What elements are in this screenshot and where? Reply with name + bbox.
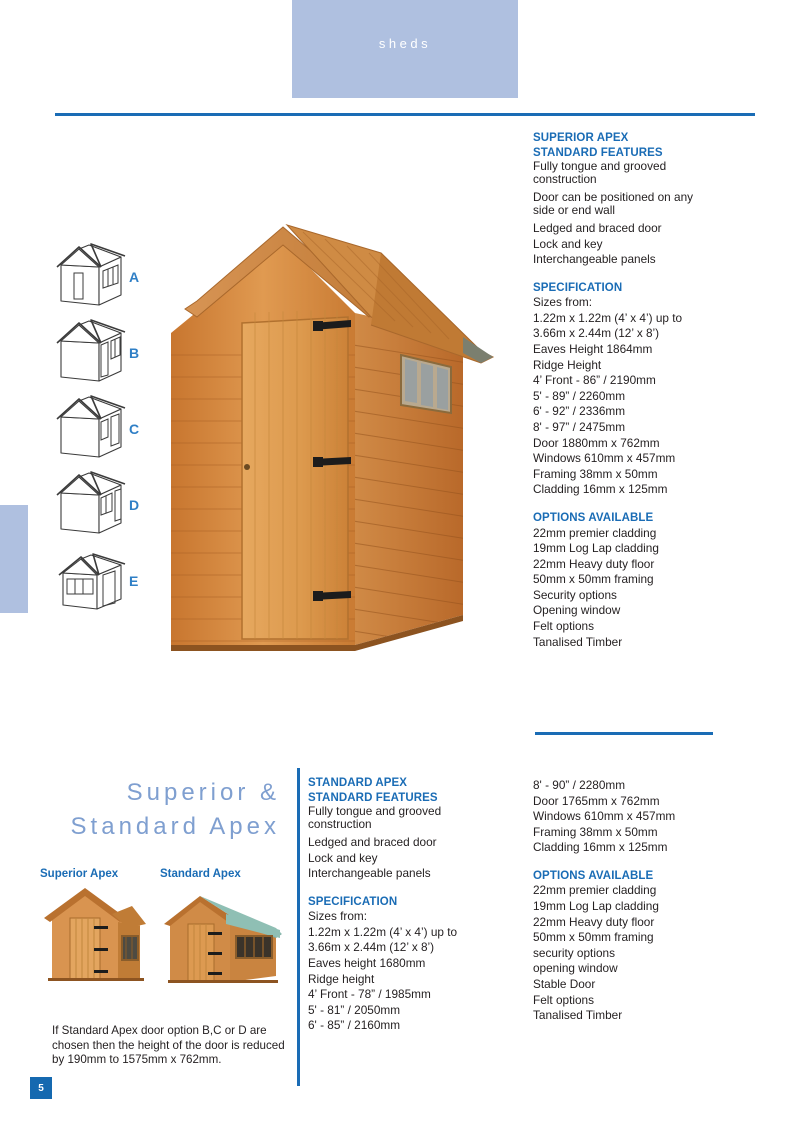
door-option-letter: D [129,497,140,513]
superior-spec-line: 8' - 97” / 2475mm [533,420,626,435]
door-option-a[interactable] [55,243,155,315]
standard-apex-thumb-photo [160,884,284,992]
column-divider [297,768,300,1086]
door-option-note: If Standard Apex door option B,C or D are chosen then the height of the door is reduced by 190mm to 1575mm x 762mm. [52,1024,285,1067]
section-title-line-1: Superior & [126,779,280,806]
standard-spec-line: Cladding 16mm x 125mm [533,840,668,855]
standard-spec-line: Windows 610mm x 457mm [533,809,676,824]
standard-feature: Ledged and braced door [308,835,437,849]
superior-feature: Lock and key [533,236,603,251]
superior-features-heading-1: SUPERIOR APEX [533,132,629,144]
standard-option: Stable Door [533,977,596,992]
shed-outline-icon [55,243,127,309]
shed-outline-icon [55,547,127,613]
superior-spec-line: Ridge Height [533,357,602,372]
superior-option: Tanalised Timber [533,634,623,649]
superior-features-heading-2: STANDARD FEATURES [533,146,663,159]
superior-apex-thumb-photo [40,884,150,992]
shed-outline-icon [55,319,127,385]
superior-feature: Door can be positioned on any [533,190,694,204]
door-option-b[interactable] [55,319,155,391]
standard-option: opening window [533,961,618,976]
standard-apex-column [308,776,498,1034]
door-option-list [55,243,155,623]
standard-spec-heading: SPECIFICATION [308,895,398,908]
superior-spec-line: Eaves Height 1864mm [533,342,653,357]
superior-option: 50mm x 50mm framing [533,572,654,587]
standard-spec-line: 6' - 85” / 2160mm [308,1018,401,1033]
comparison-standard [160,868,284,997]
standard-feature: Lock and key [308,850,378,865]
superior-option: 22mm premier cladding [533,525,657,540]
standard-option: 22mm premier cladding [533,883,657,898]
page-number: 5 [30,1077,52,1099]
standard-features-heading-1: STANDARD APEX [308,777,408,789]
section-title-line-2: Standard Apex [70,813,280,840]
superior-feature: Fully tongue and grooved [533,159,667,173]
door-option-d[interactable] [55,471,155,543]
standard-option: 50mm x 50mm framing [533,930,654,945]
superior-spec-line: 1.22m x 1.22m (4’ x 4’) up to [533,310,683,325]
shed-outline-icon [55,395,127,461]
standard-option: Tanalised Timber [533,1008,623,1023]
superior-feature: construction [533,172,597,186]
top-banner [292,0,518,98]
section-title [30,776,280,844]
superior-feature: Interchangeable panels [533,252,656,267]
shed-outline-icon [55,471,127,537]
standard-feature: Interchangeable panels [308,866,431,881]
standard-spec-line: 1.22m x 1.22m (4’ x 4’) up to [308,924,458,939]
superior-options-heading: OPTIONS AVAILABLE [533,512,654,524]
standard-spec-line: Ridge height [308,971,375,986]
standard-spec-line: Framing 38mm x 50mm [533,824,658,839]
standard-option: 22mm Heavy duty floor [533,914,655,929]
superior-spec-line: Cladding 16mm x 125mm [533,482,668,497]
door-option-c[interactable] [55,395,155,467]
comparison-superior [40,868,150,997]
door-option-letter: C [129,421,140,437]
superior-feature: Ledged and braced door [533,221,662,235]
superior-spec-line: 5' - 89” / 2260mm [533,388,626,403]
standard-spec-line: Eaves height 1680mm [308,956,426,971]
standard-options-heading: OPTIONS AVAILABLE [533,869,654,882]
door-option-letter: A [129,269,140,285]
superior-spec-line: Door 1880mm x 762mm [533,435,660,450]
door-option-letter: E [129,573,139,589]
standard-option: 19mm Log Lap cladding [533,899,659,914]
standard-spec-line: 3.66m x 2.44m (12’ x 8’) [308,940,435,955]
superior-option: Felt options [533,619,594,634]
comparison-label: Superior Apex [40,868,119,880]
standard-spec-line: 5' - 81” / 2050mm [308,1002,401,1017]
standard-spec-line: 4’ Front - 78” / 1985mm [308,987,431,1002]
standard-feature: Fully tongue and grooved [308,804,442,818]
standard-feature: construction [308,817,372,831]
door-option-letter: B [129,345,140,361]
left-edge-tab [0,505,28,613]
superior-spec-line: 6' - 92” / 2336mm [533,404,626,419]
shed-illustration [163,205,518,675]
superior-spec-line: Sizes from: [533,295,592,310]
superior-spec-line: Windows 610mm x 457mm [533,451,676,466]
header-divider [55,113,755,116]
door-option-e[interactable] [55,547,155,619]
standard-spec-line: Sizes from: [308,909,367,924]
superior-feature: side or end wall [533,203,615,217]
standard-features-heading-2: STANDARD FEATURES [308,791,438,804]
comparison-label: Standard Apex [160,868,241,880]
standard-apex-spec-continued [533,778,728,1024]
section-divider [535,732,713,735]
superior-option: Security options [533,587,617,602]
superior-option: 19mm Log Lap cladding [533,541,659,556]
superior-spec-line: 3.66m x 2.44m (12’ x 8’) [533,326,660,341]
superior-option: Opening window [533,603,621,618]
banner-label: sheds [378,36,432,51]
superior-spec-line: Framing 38mm x 50mm [533,466,658,481]
superior-option: 22mm Heavy duty floor [533,556,655,571]
superior-spec-line: 4’ Front - 86” / 2190mm [533,373,656,388]
superior-apex-hero-photo [163,205,518,675]
superior-apex-spec-column [533,131,728,650]
superior-spec-heading: SPECIFICATION [533,281,623,294]
standard-spec-line: 8' - 90” / 2280mm [533,778,626,792]
standard-option: Felt options [533,992,594,1007]
standard-spec-line: Door 1765mm x 762mm [533,793,660,808]
standard-option: security options [533,945,615,960]
